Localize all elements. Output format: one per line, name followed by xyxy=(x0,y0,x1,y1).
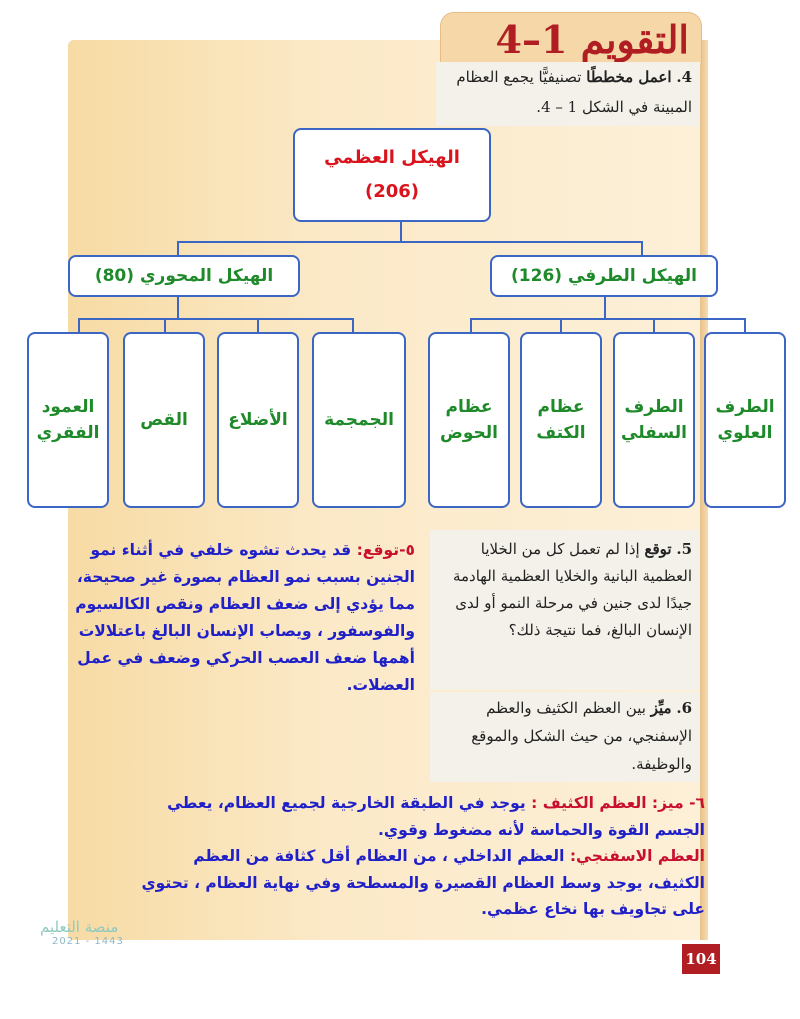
connector-line xyxy=(177,241,642,243)
node-upper-limb: الطرف العلوي xyxy=(704,332,786,508)
connector-line xyxy=(641,241,643,255)
answer-5-label: ٥-توقع: xyxy=(356,541,415,559)
connector-line xyxy=(177,241,179,255)
answer-5-text: قد يحدث تشوه خلفي في أثناء نمو الجنين بسبب نمو العظام بصورة غير صحيحة، مما يؤدي إلى ضعف العظام ونقص الكالسيوم والفوسفور ، ويصاب الإنسان البالغ باعتلالات أهمها ضعف العصب الحركي وضعف في عمل العضلات. xyxy=(75,541,415,694)
question-6 xyxy=(430,692,700,782)
answer-6-dense-text: يوجد في الطبقة الخارجية لجميع العظام، يعطي الجسم القوة والحماسة لأنه مضغوط وقوي. xyxy=(167,794,705,839)
node-skeleton-count: (206) xyxy=(364,181,420,202)
node-axial-skeleton: الهيكل المحوري (80) xyxy=(68,255,300,297)
connector-line xyxy=(470,318,745,320)
watermark-logo: منصة التعليم xyxy=(40,918,119,936)
node-skull: الجمجمة xyxy=(312,332,406,508)
question-5-number: 5. xyxy=(676,540,692,558)
answer-6-label: ميز: xyxy=(651,794,684,812)
question-6-number: 6. xyxy=(676,699,692,717)
connector-line xyxy=(352,318,354,332)
node-sternum: القص xyxy=(123,332,205,508)
connector-line xyxy=(257,318,259,332)
connector-line xyxy=(470,318,472,332)
connector-line xyxy=(744,318,746,332)
connector-line xyxy=(78,318,80,332)
node-appendicular-skeleton: الهيكل الطرفي (126) xyxy=(490,255,718,297)
node-pelvis: عظام الحوض xyxy=(428,332,510,508)
question-5-keyword: توقع xyxy=(644,540,672,558)
node-skeleton-label: الهيكل العظمي xyxy=(324,147,460,168)
connector-line xyxy=(653,318,655,332)
node-spine: العمود الفقري xyxy=(27,332,109,508)
answer-6-dense-label: العظم الكثيف : xyxy=(531,794,647,812)
question-4-number: 4. xyxy=(676,68,692,86)
answer-6 xyxy=(140,790,705,923)
question-4 xyxy=(436,62,700,126)
connector-line xyxy=(400,222,402,242)
question-5 xyxy=(430,530,700,690)
answer-5 xyxy=(70,537,415,699)
node-shoulder: عظام الكتف xyxy=(520,332,602,508)
section-title: التقويم 1–4 xyxy=(495,17,689,62)
answer-6-number: ٦- xyxy=(689,794,705,812)
question-4-text: تصنيفيًّا يجمع العظام المبينة في الشكل 1 – 4. xyxy=(456,68,692,116)
answer-6-spongy-label: العظم الاسفنجي: xyxy=(569,847,705,865)
connector-line xyxy=(560,318,562,332)
question-6-text: بين العظم الكثيف والعظم الإسفنجي، من حيث الشكل والموقع والوظيفة. xyxy=(471,699,692,773)
answer-6-spongy-text: العظم الداخلي ، من العظام أقل كثافة من العظم الكثيف، يوجد وسط العظام القصيرة والمسطحة وفي نهاية العظام ، تحتوي على تجاويف بها نخاع عظمي. xyxy=(141,847,705,918)
page-number: 104 xyxy=(682,944,720,974)
connector-line xyxy=(164,318,166,332)
connector-line xyxy=(604,297,606,319)
question-6-keyword: ميِّز xyxy=(650,699,672,717)
connector-line xyxy=(177,297,179,319)
question-5-text: إذا لم تعمل كل من الخلايا العظمية البانية والخلايا العظمية الهادمة جيدًا لدى جنين في مرحلة النمو أو لدى الإنسان البالغ، فما نتيجة ذلك؟ xyxy=(452,540,692,639)
node-lower-limb: الطرف السفلي xyxy=(613,332,695,508)
question-4-keyword: اعمل مخططًا xyxy=(586,68,672,86)
section-tab xyxy=(440,12,702,66)
node-ribs: الأضلاع xyxy=(217,332,299,508)
node-skeleton xyxy=(293,128,491,222)
connector-line xyxy=(78,318,353,320)
watermark-year: 2021 - 1443 xyxy=(52,936,124,947)
